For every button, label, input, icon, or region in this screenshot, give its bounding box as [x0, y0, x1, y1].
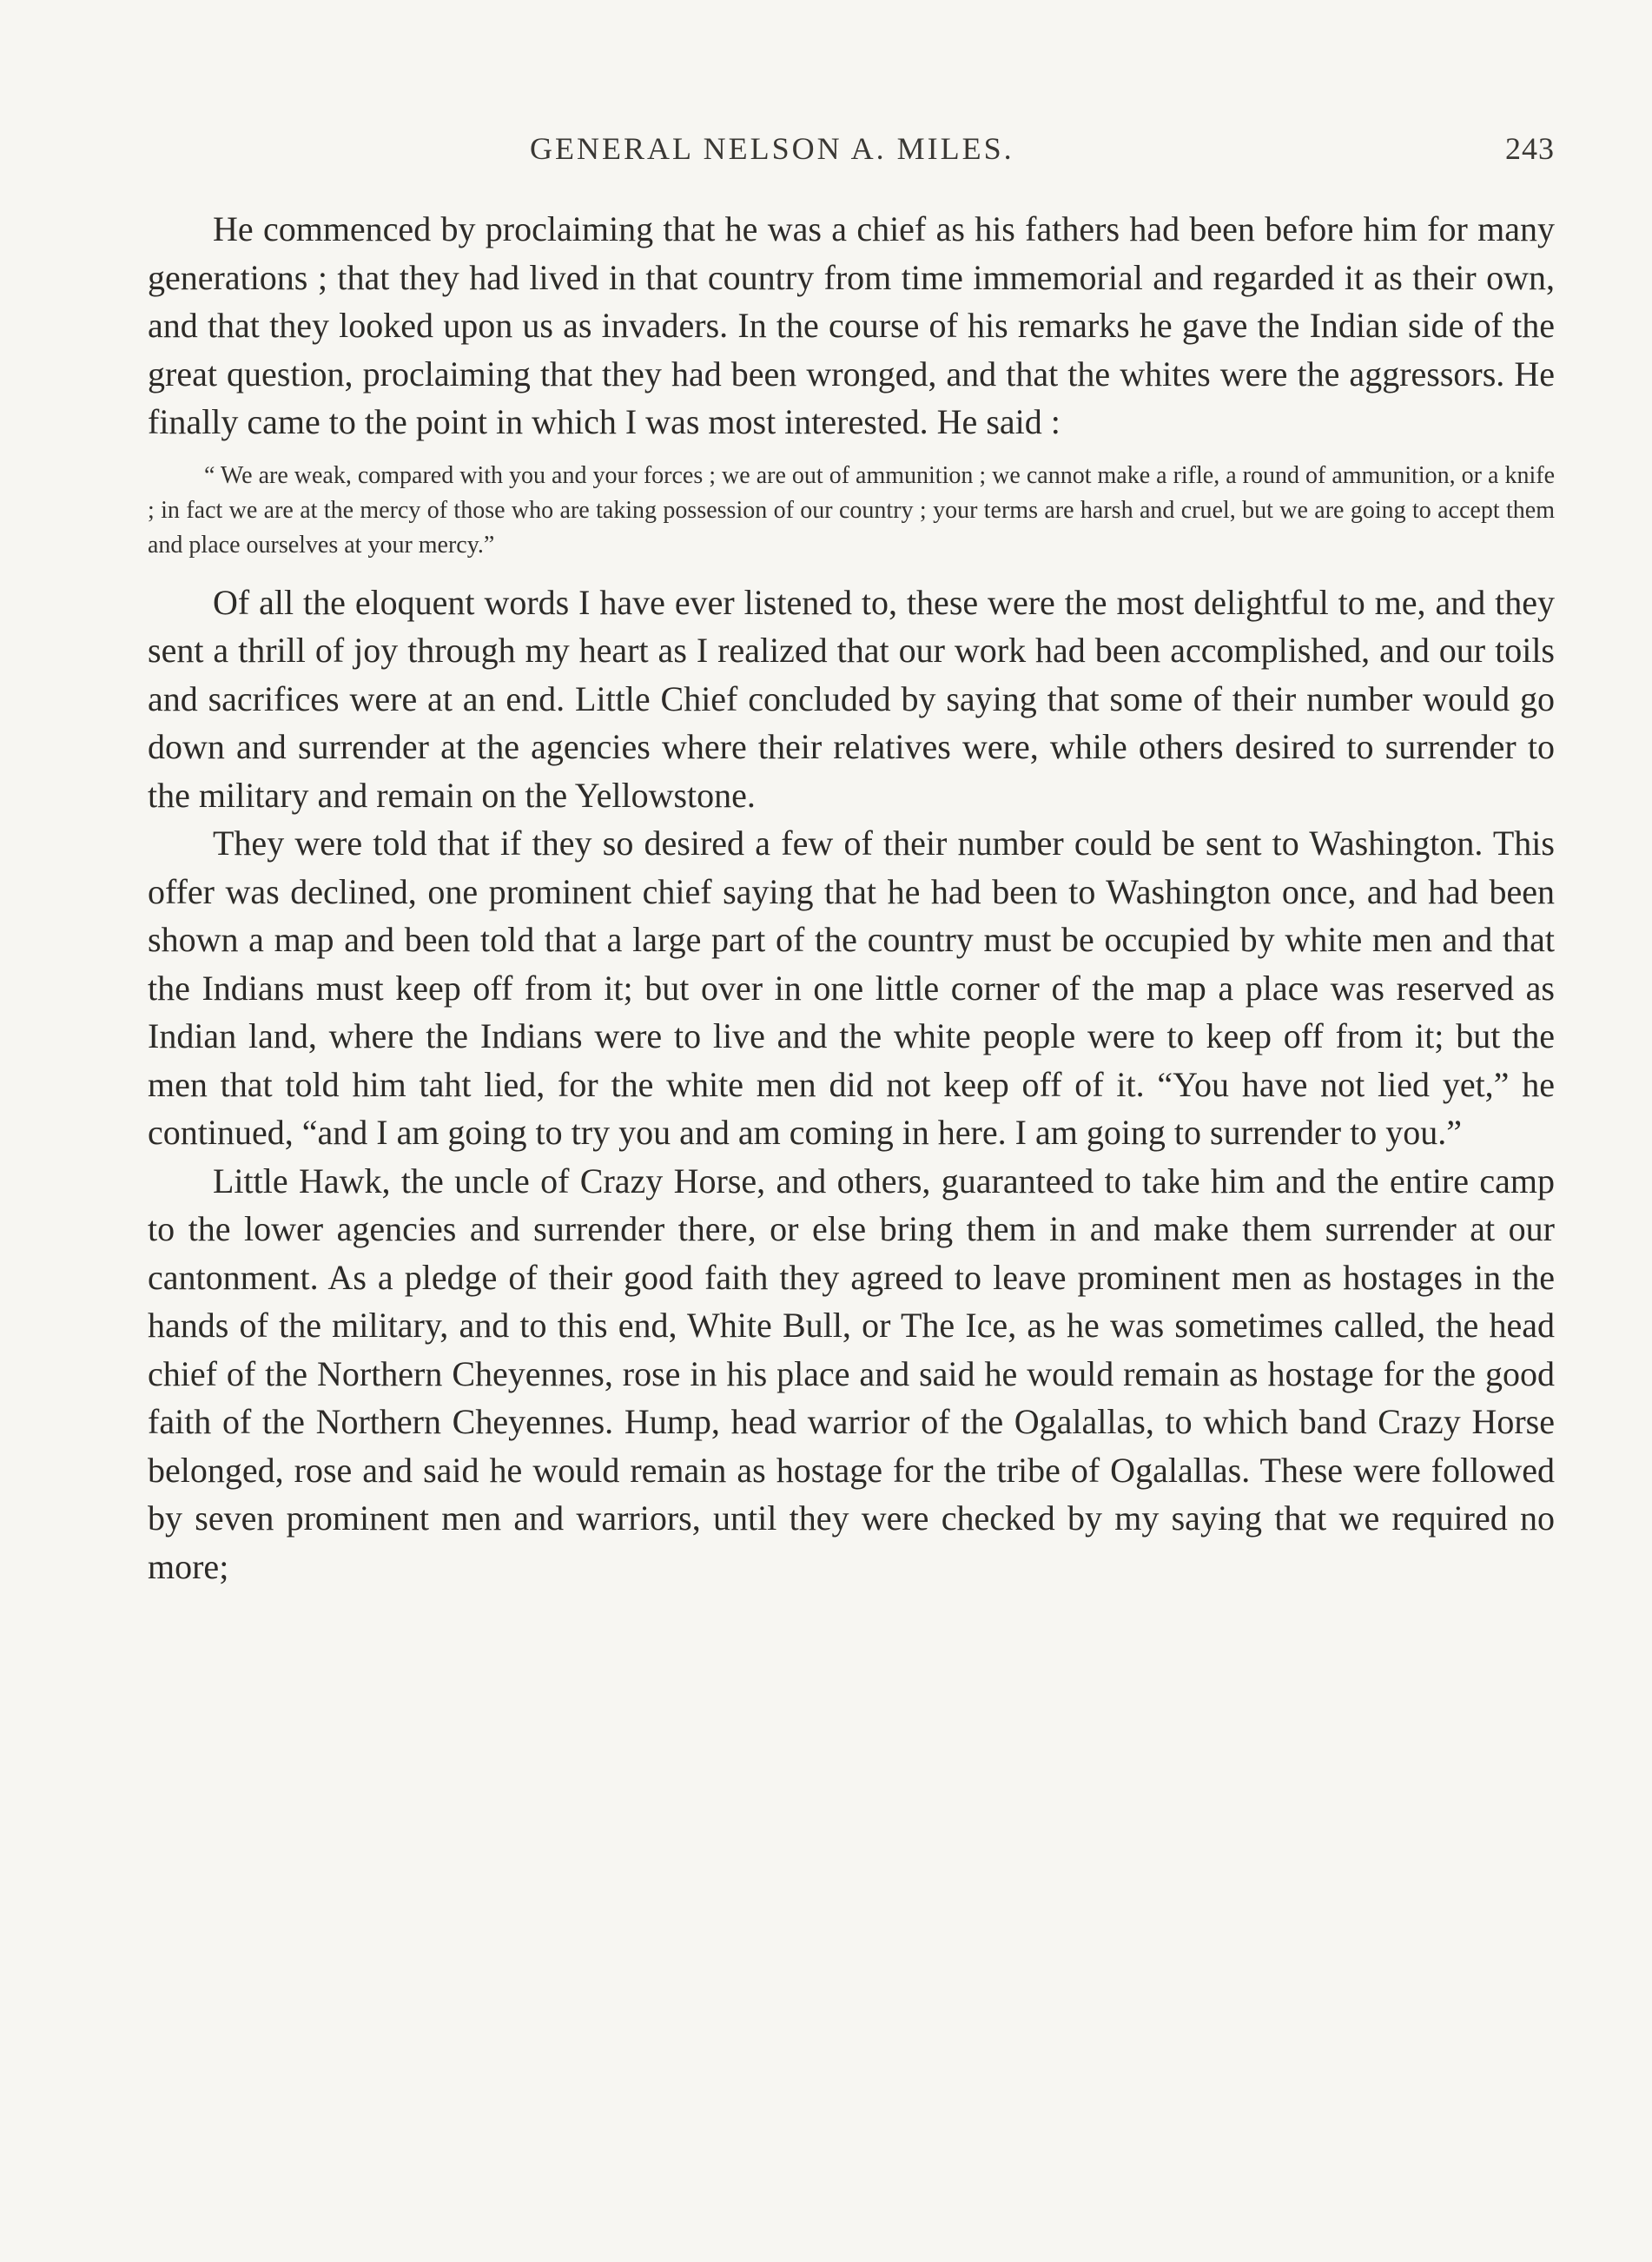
block-quote: “ We are weak, compared with you and your forces ; we are out of ammunition ; we cannot make a rifle, a round of ammunition, or a knife ; in fact we are at the mercy of those who are taking possession of our country ; your terms are harsh and cruel, but we are going to accept them and place ourselves at your mercy.” — [148, 461, 1555, 559]
paragraph-4: Little Hawk, the uncle of Crazy Horse, and others, guaranteed to take him and the entire camp to the lower agencies and surrender there, or else bring them in and make them surrender at our cantonment. As a pledge of their good faith they agreed to leave prominent men as hostages in the hands of the military, and to this end, White Bull, or The Ice, as he was sometimes called, the head chief of the Northern Cheyennes, rose in his place and said he would remain as hostage for the good faith of the Northern Cheyennes. Hump, head warrior of the Ogalallas, to which band Crazy Horse belonged, rose and said he would remain as hostage for the tribe of Ogalallas. These were followed by seven prominent men and warriors, until they were checked by my saying that we required no more; — [148, 1161, 1555, 1586]
page-number: 243 — [1505, 131, 1555, 166]
running-head — [148, 122, 1555, 182]
page-body — [148, 205, 1555, 1591]
book-page — [148, 122, 1555, 2189]
paragraph-1: He commenced by proclaiming that he was a chief as his fathers had been before him for many generations ; that they had lived in that country from time immemorial and regarded it as their own, and that they looked upon us as invaders. In the course of his remarks he gave the Indian side of the great question, proclaiming that they had been wronged, and that the whites were the aggressors. He finally came to the point in which I was most interested. He said : — [148, 209, 1555, 441]
paragraph-3: They were told that if they so desired a few of their number could be sent to Washington. This offer was declined, one prominent chief saying that he had been to Washington once, and had been shown a map and been told that a large part of the country must be occupied by white men and that the Indians must keep off from it; but over in one little corner of the map a place was reserved as Indian land, where the Indians were to live and the white people were to keep off from it; but the men that told him taht lied, for the white men did not keep off of it. “You have not lied yet,” he continued, “and I am going to try you and am coming in here. I am going to surrender to you.” — [148, 823, 1555, 1152]
running-title: GENERAL NELSON A. MILES. — [530, 131, 1014, 166]
paragraph-2: Of all the eloquent words I have ever listened to, these were the most delightful to me, and they sent a thrill of joy through my heart as I realized that our work had been accomplished, and our toils and sacrifices were at an end. Little Chief concluded by saying that some of their number would go down and surrender at the agencies where their relatives were, while others desired to surrender to the military and remain on the Yellowstone. — [148, 582, 1555, 815]
